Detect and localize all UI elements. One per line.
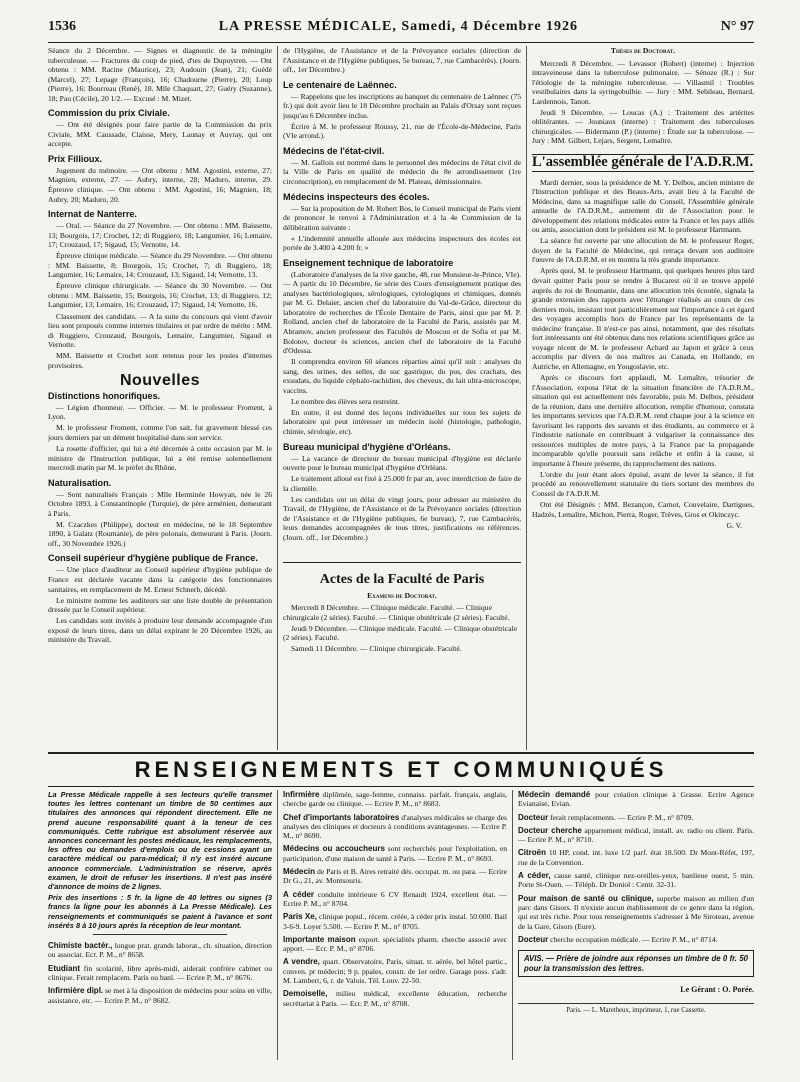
faculte-title: Actes de la Faculté de Paris xyxy=(319,572,485,587)
ad-text: de Paris et B. Aires retraité dés. occupat. m. ou para. — Ecrire Dr G., 21, av. Montsouris. xyxy=(283,867,507,886)
classified-ad xyxy=(518,848,754,867)
paragraph: Après quoi, M. le professeur Hartmann, qui quelques heures plus tard devait quitter Paris pour se rendre à Bucarest où il se trouve appelé auprès du roi de Roumanie, dans une allocution très écoutée, signala la grande extension des rapports avec l'étranger réalisés au cours de ces derniers mois, insistant tout particulièrement sur l'importance à cet égard des voyages accomplis hors de France par les représentants de la médecine française. Il n'est-ce pas ainsi, notamment, que des résultats fort intéressants ont été obtenus dans nos relations scientifiques grâce au voyage récent de M. le professeur Achard au Japon et grâce à ceux accomplis par divers de nos maîtres au Canada, en Hollande, en Autriche, en Allemagne, en Yougoslavie, etc. xyxy=(532,266,754,371)
avis-box: AVIS. — Prière de joindre aux réponses un timbre de 0 fr. 50 pour la transmission des lettres. xyxy=(518,950,754,977)
ad-lead: Médecin demandé xyxy=(518,790,591,799)
section-title-nouvelles: Nouvelles xyxy=(119,372,201,390)
ad-lead: Citroën xyxy=(518,848,546,858)
classified-ad xyxy=(283,867,507,886)
section-heading: Bureau municipal d'hygiène d'Orléans. xyxy=(283,441,451,452)
ad-lead: Demoiselle, xyxy=(283,989,328,999)
ad-lead: A céder xyxy=(283,889,315,899)
paragraph: Épreuve clinique chirurgicale. — Séance du 30 Novembre. — Ont obtenu : MM. Baissette, 15; Bourgois, 16; Crochet, 13; di Ruggiero, 12; Langumier, 13; Lemaire, 16; Crouzaud, 17; Sigaud, 14; Vernotte, 16. xyxy=(48,281,272,310)
page-header xyxy=(48,12,754,43)
column-right xyxy=(532,46,754,750)
page-number: 1536 xyxy=(48,19,76,34)
ad-text: cherche occupation médicale. — Ecrire P. M., n° 8714. xyxy=(548,934,718,944)
classified-ad xyxy=(283,890,507,909)
classified-ad xyxy=(48,986,272,1005)
ad-lead: Chef d'importants laboratoires xyxy=(283,812,400,822)
paragraph: Les candidats ont un délai de vingt jours, pour adresser au ministère du Travail, de l'Hygiène, de l'Assistance et de la Prévoyance sociales (direction de l'Assistance et de l'Hygiène publiques, 6e bureau), 7, rue Cambacérès, leurs demandes accompagnées de tous titres, justifications ou références. (Journ. off., 1er Décembre.) xyxy=(283,494,521,542)
ad-text: fin scolarité, libre après-midi, aiderait confrère cabinet ou clinique. Ferait remplacem. Paris ou banl. — Ecrire P. M., n° 8676. xyxy=(48,963,272,982)
ad-lead: A vendre, xyxy=(283,957,320,967)
ad-lead: A céder, xyxy=(518,871,551,881)
gerant: Le Gérant : O. Porée. xyxy=(680,985,754,995)
paragraph: Ont été Désignés : MM. Bezançon, Carnot, Couvelaire, Dartigues, Hadzés, Lemaître, Michon, Pierra, Roger, Trèves, Gros et Okinczyc. xyxy=(532,500,754,519)
classified-ad xyxy=(283,813,507,841)
column-rule xyxy=(277,46,278,750)
ad-text: diplômée, sage-femme, connaiss. parfait. français, anglais, cherche garde ou clinique. — Ecrire P. M., n° 8683. xyxy=(283,790,507,809)
divider xyxy=(93,934,227,935)
ad-text: d'analyses médicales se charge des analyses des cliniques et docteurs à conditions avantageuses. — Ecrire P. M., n° 8690. xyxy=(283,812,507,841)
ads-list xyxy=(283,790,507,1008)
paragraph: En outre, il est donné des leçons individuelles sur tous les sujets de laboratoire qui peut intéresser un médecin isolé (histologie, pathologie, chimie, sérologie, etc). xyxy=(283,407,521,436)
paragraph: — Ont été désignés pour faire partie de la Commission du prix Civiale, MM. Caussade, Claisse, Mery, Launay et Auvray, qui ont accepte. xyxy=(48,120,272,149)
paragraph: Mercredi 8 Décembre. — Levassor (Robert) (interne) : Injection intraveineuse dans la tuberculose pulmonaire. — Sénoze (R.) : Sur l'étiologie de la méningite tuberculeuse. — Villasmil : Troubles vestibulaires dans la syringobulbie. — Jury : MM. Sebileau, Bernard, Lardennois, Tanon. xyxy=(532,58,754,106)
paragraph: La séance fut ouverte par une allocution de M. le professeur Roger, doyen de la Faculté de Médecine, qui retraça devant son auditoire l'œuvre de l'A.D.R.M. et en montra la très grande importance. xyxy=(532,236,754,265)
classified-ad xyxy=(518,826,754,845)
adrm-title: L'assemblée générale de l'A.D.R.M. xyxy=(532,153,754,170)
ads-column-middle xyxy=(283,790,507,1060)
section-heading: Naturalisation. xyxy=(48,477,112,488)
section-banner: RENSEIGNEMENTS ET COMMUNIQUÉS xyxy=(48,752,754,787)
ad-lead: Paris Xe, xyxy=(283,912,317,922)
paragraph: de l'Hygiène, de l'Assistance et de la Prévoyance sociales (direction de l'Assistance et de l'Hygiène publiques, 5e bureau, 7, rue Cambacérès). (Journ. off., 1er Décembre.) xyxy=(283,46,521,75)
section-heading: Médecins inspecteurs des écoles. xyxy=(283,191,430,202)
ad-text: sont recherchés pour l'exploitation, en participation, d'une maison de santé à Paris. — Ecrire P. M., n° 8693. xyxy=(283,844,507,863)
ads-column-right xyxy=(518,790,754,1060)
classified-ad xyxy=(283,790,507,809)
column-rule xyxy=(526,46,527,750)
paragraph: Classement des candidats. — A la suite du concours qui vient d'avoir lieu sont proposés comme internes titulaires et par ordre de mérite : MM. di Ruggiero, Crouzaud, Bourgois, Lemaire, Langumier, Sigaud et Vernotte. xyxy=(48,311,272,350)
ad-lead: Etudiant xyxy=(48,963,80,973)
signature: G. V. xyxy=(726,520,742,530)
ad-text: appartement médical, install. av. radio ou client. Paris. — Ecrire P. M., n° 8710. xyxy=(518,825,754,845)
ad-lead: Docteur xyxy=(518,934,549,944)
classified-ad xyxy=(283,935,507,954)
paragraph: — Légion d'honneur. — Officier. — M. le professeur Froment, à Lyon. xyxy=(48,402,272,422)
ad-lead: Infirmière dipl. xyxy=(48,986,104,996)
ad-lead: Pour maison de santé ou clinique, xyxy=(518,893,654,903)
ad-text: se met à la disposition de médecins pour soins en ville, assistance, etc. — Ecrire P. M., n° 8682. xyxy=(48,986,272,1005)
faculte-subtitle: Examens de Doctorat. xyxy=(367,590,437,600)
classified-ad xyxy=(283,957,507,985)
ad-lead: Importante maison xyxy=(283,934,356,944)
paragraph: Le nombre des élèves sera restreint. xyxy=(291,396,400,406)
ad-text: cause santé, clinique nez-oreilles-yeux, banlieue ouest, 5 min. Porte St-Ouen. — Téléph. Dr Doniol : Centr. 32-31. xyxy=(518,871,754,890)
paragraph: Jeudi 9 Décembre. — Loucas (A.) : Traitement des artérites oblitérantes. — Jouniaux (interne) : Traitement des tuberculoses chirurgicales. — Bidermann (P.) (interne) : Étude sur la tuberculose. — Jury : MM. Gilbert, Lejars, Sergent, Lemaître. xyxy=(532,107,754,146)
ads-intro: La Presse Médicale rappelle à ses lecteurs qu'elle transmet toutes les lettres contenant un timbre de 50 centimes aux titulaires des annonces qui répondent directement. Elle ne prend aucune responsabilité quant à la teneur de ces communiqués. Cette rubrique est absolument réservée aux annonces concernant les postes médicaux, les remplacements, les offres ou demandes d'emplois ou de cessions ayant un caractère médical ou para-médical; il n'y est inséré aucune annonce commerciale. L'administration se réserve, après examen, le droit de refuser les insertions. Il n'est pas inséré d'annonce de moins de 2 lignes. xyxy=(48,790,272,892)
ads-column-left xyxy=(48,790,272,1060)
column-rule xyxy=(277,790,278,1060)
these-title: Thèses de Doctorat. xyxy=(610,46,676,55)
paragraph: Mardi dernier, sous la présidence de M. Y. Delbos, ancien ministre de l'Instruction publique et des Beaux-Arts, avait lieu à la Faculté de Médecine, dans sa magnifique salle du Conseil, l'Assemblée générale annuelle de l'A.D.R.M., autrement dit de l'Association pour le développement des relations médicales entre la France et les pays alliés ou amis, association dont le président est M. le professeur Hartmann. xyxy=(532,177,754,235)
paragraph: Écrire à M. le professeur Roussy, 21, rue de l'École-de-Médecine, Paris (VIe arrond.). xyxy=(283,121,521,141)
column-left xyxy=(48,46,272,750)
classified-ad xyxy=(518,871,754,890)
classified-ad xyxy=(518,894,754,931)
paragraph: Après ce discours fort applaudi, M. Lemaître, trésorier de l'Association, exposa l'état de la situation financière de l'A.D.R.M., situation qui est actuellement très favorable, puis M. Delbos, président de la réunion, dans une dernière allocution, remplie d'humour, constata les importants services que l'A.D.R.M. rend chaque jour à la science en favorisant les rapports des savants et des étudiants, au commerce et à l'industrie nationale en contribuant à vulgariser la connaissance des ressources multiples de notre pays, à la France par la propagande incomparable qu'elle poursuit sans relâche et enfin à la cause, si importante à l'heure présente, du rapprochement des nations. xyxy=(532,372,754,468)
ad-text: clinique popul., récem. créée, à céder prix instal. 50.000. Bail 3-6-9. Loyer 5.500. — Ecrire P. M., n° 8705. xyxy=(283,912,507,931)
paragraph: Le traitement alloué est fixé à 25.000 fr par an, avec interdiction de faire de la clientèle. xyxy=(283,474,521,493)
classified-ad xyxy=(518,790,754,809)
ads-list xyxy=(518,790,754,944)
paragraph: Épreuve clinique médicale. — Séance du 29 Novembre. — Ont obtenu : MM. Baissette, 8; Bourgois, 15; Crochet, 7; di Ruggiero, 18; Langumier, 16; Lemaire, 14; Crouzaud, 13; Sigaud, 14; Vernotte, 13. xyxy=(48,251,272,280)
section-heading: Internat de Nanterre. xyxy=(48,209,137,220)
section-heading: Commission du prix Civiale. xyxy=(48,108,170,119)
ad-lead: Chimiste bactér., xyxy=(48,941,113,951)
paragraph: — M. Gallois est nommé dans le personnel des médecins de l'état civil de la Ville de Paris en qualité de médecin du 8e arrondissement (1re circonscription), en remplacement de M. Plateau, démissionnaire. xyxy=(283,157,521,186)
ads-list xyxy=(48,941,272,1005)
paragraph: « L'indemnité annuelle allouée aux médecins inspecteurs des écoles est portée de 3.400 à 4.200 fr. » xyxy=(283,233,521,253)
paragraph: La rosette d'officier, qui lui a été décernée à cette occasion par M. le ministre de l'Instruction publique, lui a été remise solennellement mercredi matin par M. le préfet du Rhône. xyxy=(48,444,272,473)
paragraph: MM. Baissette et Crochet sont retenus pour les postes d'internes provisoires. xyxy=(48,351,272,370)
paragraph: Il comprendra environ 60 séances réparties ainsi qu'il suit : analyses du sang, des urines, des selles, du suc gastrique, du pus, des crachats, des exsudats, du liquide céphalo-rachidien, des cheveux, du lait ultra-microscope, vaccins. xyxy=(283,357,521,395)
column-middle xyxy=(283,46,521,560)
faculte-section xyxy=(283,562,521,751)
ad-text: pour création clinique à Grasse. Ecrire Agence Evianaise, Evian. xyxy=(518,790,754,809)
exam-line: Jeudi 9 Décembre. — Clinique médicale. Faculté. — Clinique obstétricale (2 séries). Faculté. xyxy=(283,623,518,643)
journal-title: LA PRESSE MÉDICALE, Samedi, 4 Décembre 1926 xyxy=(218,19,579,34)
issue-number: N° 97 xyxy=(720,19,754,34)
ad-text: superbe maison au milieu d'un parc dans Gisors. Il n'existe aucun établissement de ce genre dans la région, qui est très riche. Pour tous renseignements s'adresser à Me Siroteau, avenue de la Gare, Gisors (Eure). xyxy=(518,893,754,931)
paragraph: L'ordre du jour étant alors épuisé, avant de lever la séance, il fut procédé au renouvellement statutaire du tiers sortant des membres du Conseil de l'A.D.R.M. xyxy=(532,469,754,499)
ad-text: conduite intérieure 6 CV Renault 1924, excellent état. — Ecrire P. M., n° 8704. xyxy=(283,889,507,908)
exam-line: Samedi 11 Décembre. — Clinique chirurgicale. Faculté. xyxy=(291,644,462,654)
ad-text: milieu médical, excellente éducation, recherche secrétariat à Paris. — Ecr. P. M., n° 8708. xyxy=(283,989,507,1008)
ads-pricing: Prix des insertions : 5 fr. la ligne de 40 lettres ou signes (3 francs la ligne pour les abonnés à La Presse Médicale). Les renseignements et communiqués se paient à l'avance et sont insérés 8 à 10 jours après la réception de leur montant. xyxy=(48,893,272,930)
ad-lead: Médecins ou accoucheurs xyxy=(283,844,385,854)
paragraph: — Une place d'auditeur au Conseil supérieur d'hygiène publique de France est déclarée vacante dans la catégorie des fonctionnaires sanitaires, en remplacement de M. Ernest Schnerb, décédé. xyxy=(48,565,272,594)
classified-ad xyxy=(48,964,272,983)
paragraph: — Sont naturalisés Français : Mlle Herminée Howyan, née le 26 Octobre 1893, à Constantinople (Turquie), de père arménien, demeurant à Paris. xyxy=(48,489,272,518)
paragraph: Jugement du mémoire. — Ont obtenu : MM. Agostini, externe, 27; Magnien, externe, 27. — Aubry, interne, 28; Maduro, interne, 29. Épreuve clinique. — Ont obtenu : MM. Agostini, 16; Magnien, 18; Aubry, 20; Maduro, 20. xyxy=(48,165,272,204)
section-heading: Distinctions honorifiques. xyxy=(48,390,161,401)
section-heading: Le centenaire de Laënnec. xyxy=(283,79,397,90)
ad-lead: Médecin xyxy=(283,867,316,877)
ad-lead: Docteur cherche xyxy=(518,825,582,835)
classified-ad xyxy=(518,935,754,944)
exam-line: Mercredi 8 Décembre. — Clinique médicale. Faculté. — Clinique chirurgicale (2 séries). Faculté. — Clinique obstétricale (2 séries). Faculté. xyxy=(283,603,510,622)
paragraph: Les candidats sont invités à produire leur demande accompagnée d'un exposé de leurs titres, dans un délai expirant le 20 Décembre 1926, au ministère du Travail, xyxy=(48,616,272,645)
classified-ad xyxy=(283,912,507,931)
classified-ad xyxy=(283,844,507,863)
classified-ad xyxy=(283,989,507,1008)
ad-text: 10 HP, cond. int. luxe 1/2 parf. état 18.500. Dr Mont-Réfet, 197, rue de la Convention. xyxy=(518,848,754,867)
paragraph: — La vacance de directeur du bureau municipal d'hygiène est déclarée ouverte pour le bureau municipal d'hygiène d'Orléans. xyxy=(283,453,521,473)
paragraph: M. le professeur Froment, comme l'on sait, fut gravement blessé ces jours derniers par un dément hospitalisé dans son service. xyxy=(48,423,272,442)
paragraph: — Sur la proposition de M. Robert Bos, le Conseil municipal de Paris vient de prononcer le renvoi à l'Administration et à la 4e Commission de la délibération suivante : xyxy=(283,203,521,232)
paragraph: (Laboratoire d'analyses de la rive gauche, 48, rue Monsieur-le-Prince, VIe). — A partir du 10 Décembre, 6e série des Cours d'enseignement pratique des analyses bactériologiques, sérologiques, cytologiques et chimiques, donnés par M. G. Delaier, ancien chef du laboratoire du Val-de-Grâce, directeur du laboratoire de recherches de l'École Dentaire de Paris, ainsi que par M. P. Rolland, ancien chef de laboratoire de la Faculté de Paris, assistés par M. Abramov, ancien professeur des Facultés de Moscou et de Sofia et par M. Bolotov, docteur ès sciences, ancien chef de laboratoire de la Faculté d'Odessa. xyxy=(283,269,521,356)
ad-text: export. spécialités pharm. cherche associé avec apport. — Ecr. P. M., n° 8706. xyxy=(283,934,507,954)
ad-lead: Docteur xyxy=(518,812,549,822)
classified-ad xyxy=(48,941,272,960)
printer-line: Paris. — L. Maretheux, imprimeur, 1, rue Cassette. xyxy=(518,1003,754,1015)
paragraph: M. Czaczkes (Philippe), docteur en médecine, né le 18 Septembre 1890, à Galatz (Roumanie), de père polonais, demeurant à Paris. (Journ. off., 30 Novembre 1926.) xyxy=(48,519,272,548)
ad-text: ferait remplacements. — Ecrire P. M., n° 8709. xyxy=(548,812,694,822)
classified-ad xyxy=(518,813,754,822)
paragraph: Séance du 2 Décembre. — Signes et diagnostic de la méningite tuberculeuse. — Fractures du coup de pied, d'tes de Dupuytren. — Ont obtenu : MM. Racine (Maurice), 23; Audouin (Jean), 21; Guédé (Marcel), 27; Lepage (François), 16; Chadourne (Pierre), 20; Loup (Pierre), 16; Bourreau (René), 18. Mlle Chaquart, 27; Guéry (Suzanne), 18; Pau (Cécile), 20 1/2. — Excusé : M. Mizet. xyxy=(48,46,272,103)
section-heading: Enseignement technique de laboratoire xyxy=(283,257,454,268)
paragraph: — Oral. — Séance du 27 Novembre. — Ont obtenu : MM. Baissette, 13; Bourgois, 17; Crochet, 12; di Ruggiero, 18; Langumier, 16; Lemaire, 17; Crouzaud, 17; Sigaud, 15; Vernotte, 14. xyxy=(48,221,272,250)
ad-text: quart. Observatoire, Paris, situat. tr. aérée, bel hôtel partic., conven. pr médecin; 9 p. ppales, constr. de 1er ordre. Garage poss. s'adr. M. Lambert, 6, r. de Valois. Tél. Louv. 22-50. xyxy=(283,957,507,986)
section-heading: Prix Fillioux. xyxy=(48,153,103,164)
paragraph: — Rappelons que les inscriptions au banquet du centenaire de Laënnec (75 fr.) qui doit avoir lieu le 18 Décembre prochain au Palais d'Orsay sont reçues jusqu'au 6 Décembre inclus. xyxy=(283,91,521,120)
column-rule xyxy=(512,790,513,1060)
ad-text: longue prat. grands laborat., ch. situation, direction ou associat. Ecr. P. M., n° 8658. xyxy=(48,941,272,960)
section-heading: Médecins de l'état-civil. xyxy=(283,145,385,156)
paragraph: Le ministre nomme les auditeurs sur une liste double de présentation dressée par le Conseil supérieur. xyxy=(48,595,272,615)
section-heading: Conseil supérieur d'hygiène publique de France. xyxy=(48,553,258,564)
ad-lead: Infirmière xyxy=(283,790,320,799)
